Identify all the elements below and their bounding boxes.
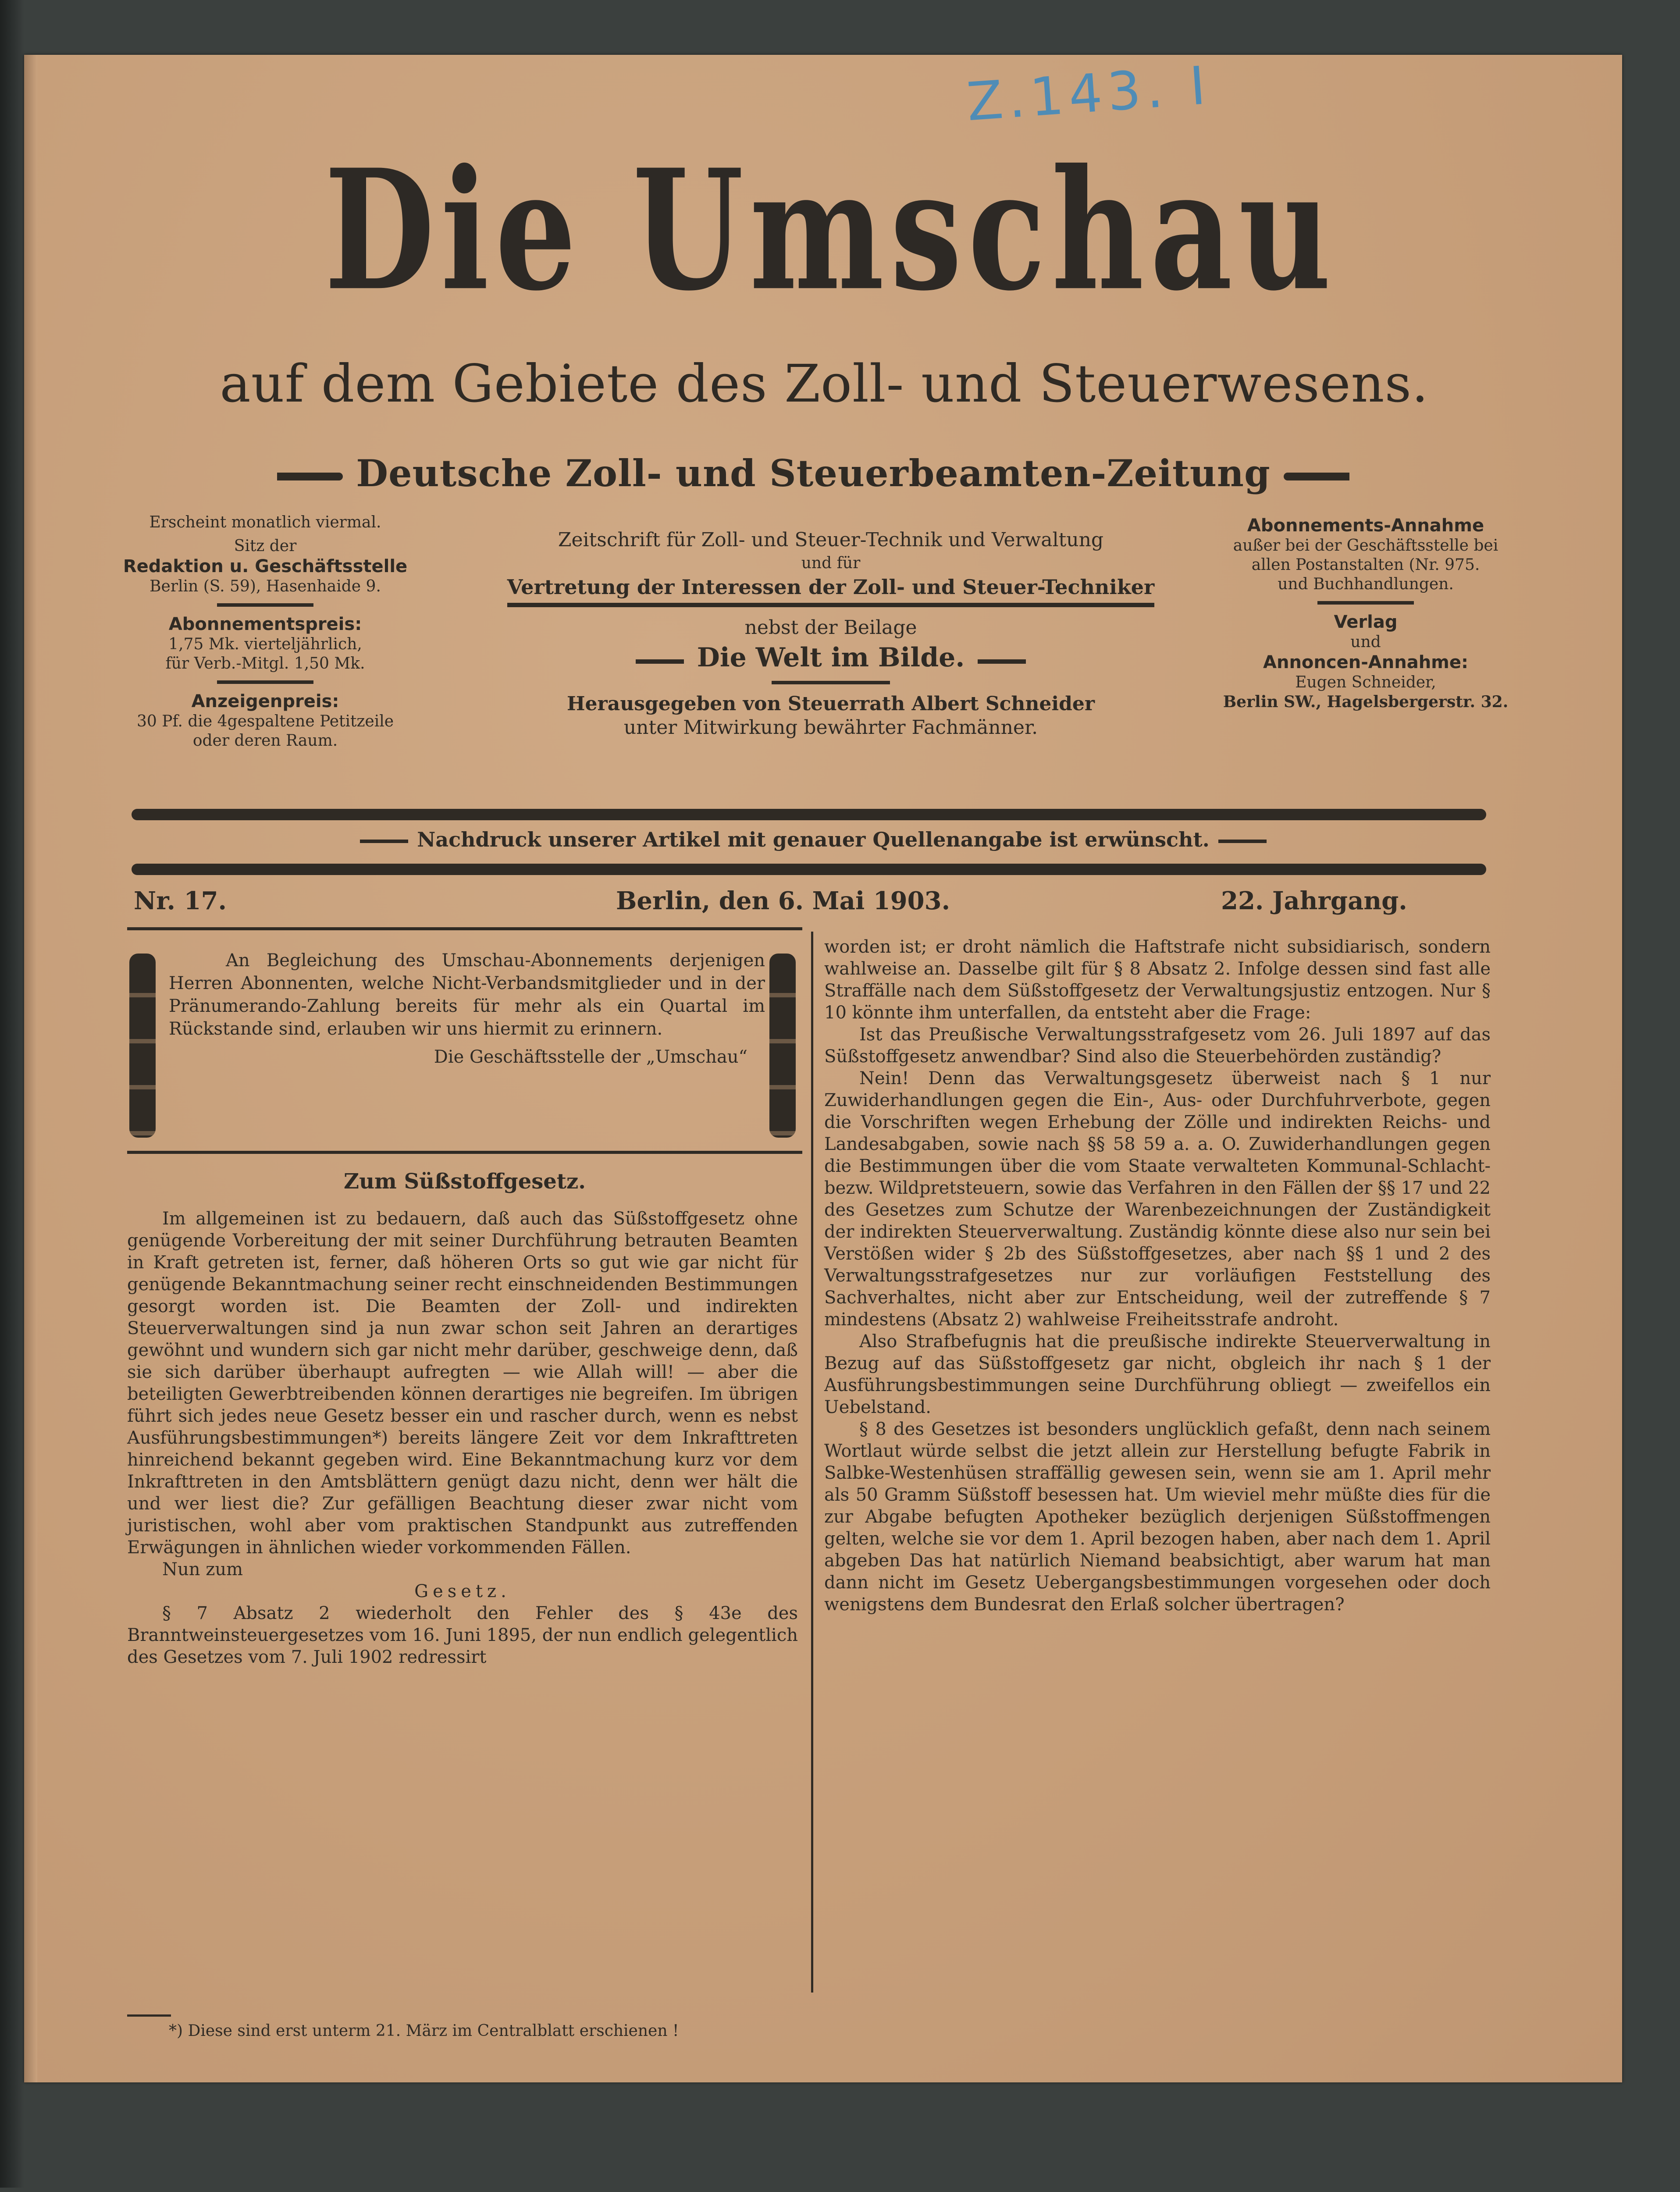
article-paragraph: Nein! Denn das Verwaltungsgesetz überweist nach § 1 nur Zuwiderhandlungen gegen die Ein-, Aus- oder Durchfuhrverbote, gegen die Vorschriften wegen Erhebung der Zölle und indirekten Reichs- und Landesabgaben, sowie nach §§ 58 59 a. a. O. Zuwiderhandlungen gegen die Bestimmungen über die vom Staate verwalteten Kommunal-Schlacht- bezw. Wildpretsteuern, sowie das Verfahren in den Fällen der §§ 17 und 22 des Gesetzes zum Schutze der Warenbezeichnungen der Zuständigkeit der indirekten Steuerverwaltung. Zuständig könnte diese also nur sein bei Verstößen wider § 2b des Süßstoffgesetzes, aber nach §§ 1 und 2 des Verwaltungsstrafgesetzes nur zur vorläufigen Feststellung des Sachverhaltes, nicht aber zur Entscheidung, weil der zutreffende § 7 mindestens (Absatz 2) wahlweise Freiheitsstrafe androht. — [824, 1068, 1491, 1330]
left-info-box — [90, 513, 441, 751]
gesetz-heading: Gesetz. — [414, 1581, 511, 1601]
ornament-border-right-icon — [769, 954, 796, 1138]
subscription-price-line: 1,75 Mk. vierteljährlich, — [168, 635, 362, 653]
flourish-right-icon — [1218, 840, 1267, 843]
banner-text: Deutsche Zoll- und Steuerbeamten-Zeitung — [356, 452, 1271, 495]
column-rule-left — [127, 927, 802, 930]
subscription-reminder-notice — [169, 949, 765, 1068]
article-paragraph: Ist das Preußische Verwaltungsstrafgesetz vom 26. Juli 1897 auf das Süßstoffgesetz anwendbar? Sind also die Steuerbehörden zuständig? — [824, 1025, 1491, 1067]
ad-price-line: 30 Pf. die 4gespaltene Petitzeile — [136, 712, 394, 730]
right-info-box — [1208, 515, 1523, 712]
book-binding — [0, 0, 24, 2188]
volume-year: 22. Jahrgang. — [1221, 886, 1407, 915]
article-paragraph: Nun zum — [162, 1559, 243, 1580]
article-paragraph: § 8 des Gesetzes ist besonders unglücklich gefaßt, denn nach seinem Wortlaut würde selbst die jetzt allein zur Herstellung befugte Fabrik in Salbke-Westenhüsen straffällig gewesen sein, wenn sie am 1. April mehr als 50 Gramm Süßstoff besessen hat. Um wieviel mehr müßte dies für die zur Abgabe befugten Apotheker bezüglich derjenigen Süßstoffmengen gelten, welche sie vor dem 1. April bezogen haben, aber nach dem 1. April abgeben Das hat natürlich Niemand beabsichtigt, aber warum hat man dann nicht im Gesetz Uebergangsbestimmungen vorgesehen oder doch wenigstens dem Bundesrat den Erlaß solcher übertragen? — [824, 1419, 1491, 1615]
masthead-title: Die Umschau — [324, 134, 1338, 327]
reprint-notice-text: Nachdruck unserer Artikel mit genauer Quellenangabe ist erwünscht. — [417, 828, 1210, 851]
library-shelfmark: Z.143. I — [965, 55, 1213, 133]
acceptance-line-1: außer bei der Geschäftsstelle bei — [1233, 537, 1498, 555]
und-label: und — [1350, 633, 1381, 651]
subscription-member-price: für Verb.-Mitgl. 1,50 Mk. — [165, 655, 365, 673]
article-column-right — [824, 936, 1491, 1616]
divider — [217, 680, 313, 684]
divider — [772, 681, 890, 684]
und-fuer: und für — [801, 554, 861, 572]
newspaper-page — [24, 55, 1622, 2082]
center-info-box — [463, 528, 1199, 740]
editorial-office: Redaktion u. Geschäftsstelle — [123, 556, 408, 576]
publisher-address: Berlin SW., Hagelsbergerstr. 32. — [1223, 693, 1509, 711]
article-column-left — [127, 1208, 798, 1668]
notice-bottom-rule — [127, 1151, 802, 1154]
divider — [1317, 601, 1414, 605]
flourish-left-icon — [277, 473, 343, 480]
flourish-right-icon — [1284, 473, 1349, 480]
divider — [217, 603, 313, 607]
article-paragraph: Im allgemeinen ist zu bedauern, daß auch das Süßstoffgesetz ohne genügende Vorbereitung der mit seiner Durchführung betrauten Beamten in Kraft getreten ist, ferner, daß höheren Orts so gut wie gar nicht für genügende Bekanntmachung seiner recht einschneidenden Bestimmungen gesorgt worden ist. Die Beamten der Zoll- und indirekten Steuerverwaltungen sind ja nun zwar schon seit Jahren an derartiges gewöhnt und wundern sich gar nicht mehr darüber, geschweige denn, daß sie sich darüber überhaupt aufregten — wie Allah will! — aber die beteiligten Gewerbtreibenden können derartiges nie begreifen. Im übrigen führt sich jedes neue Gesetz besser ein und rascher durch, wenn es nebst Ausführungsbestimmungen*) bereits längere Zeit vor dem Inkrafttreten hinreichend bekannt gegeben wird. Eine Bekanntmachung kurz vor dem Inkrafttreten in den Amtsblättern genügt dazu nicht, denn wer hält die und wer liest die? Zur gefälligen Beachtung dieser zwar nicht vom juristischen, wohl aber vom praktischen Standpunkt aus zutreffenden Erwägungen in ähnlichen wieder vorkommenden Fällen. — [127, 1209, 798, 1558]
editorial-address: Berlin (S. 59), Hasenhaide 9. — [149, 577, 381, 595]
ornament-border-left-icon — [129, 954, 156, 1138]
acceptance-line-2: allen Postanstalten (Nr. 975. — [1251, 556, 1480, 574]
issue-date: Berlin, den 6. Mai 1903. — [616, 886, 950, 915]
subscription-acceptance-title: Abonnements-Annahme — [1247, 516, 1484, 536]
acceptance-line-3: und Buchhandlungen. — [1278, 575, 1454, 593]
journal-description: Zeitschrift für Zoll- und Steuer-Technik und Verwaltung — [558, 529, 1104, 551]
cooperation-line: unter Mitwirkung bewährter Fachmänner. — [623, 716, 1038, 739]
notice-signature: Die Geschäftsstelle der „Umschau“ — [434, 1047, 747, 1067]
masthead-banner — [156, 452, 1471, 495]
publication-frequency: Erscheint monatlich viermal. — [149, 513, 381, 531]
reprint-notice — [156, 826, 1471, 853]
footnote: *) Diese sind erst unterm 21. März im Centralblatt erschienen ! — [169, 2022, 679, 2040]
seat-label: Sitz der — [234, 537, 297, 555]
article-paragraph: worden ist; er droht nämlich die Haftstrafe nicht subsidiarisch, sondern wahlweise an. Dasselbe gilt für § 8 Absatz 2. Infolge dessen sind fast alle Straffälle nach dem Süßstoffgesetz der Verwaltungsjustiz entzogen. Nur § 10 könnte ihm unterfallen, da entsteht aber die Frage: — [824, 937, 1491, 1023]
publisher-line: Herausgegeben von Steuerrath Albert Schneider — [566, 693, 1095, 715]
notice-text: An Begleichung des Umschau-Abonnements derjenigen Herren Abonnenten, welche Nicht-Verbandsmitglieder und in der Pränumerando-Zahlung bereits für mehr als ein Quartal im Rückstande sind, erlauben wir uns hiermit zu erinnern. — [169, 950, 765, 1039]
interest-representation: Vertretung der Interessen der Zoll- und Steuer-Techniker — [507, 575, 1154, 607]
publisher-name: Eugen Schneider, — [1295, 673, 1436, 691]
publisher-title: Verlag — [1334, 612, 1398, 632]
ad-price-line-2: oder deren Raum. — [192, 732, 338, 750]
masthead-subtitle: auf dem Gebiete des Zoll- und Steuerwesens. — [220, 353, 1429, 414]
issue-number: Nr. 17. — [134, 886, 227, 915]
supplement-label: nebst der Beilage — [744, 616, 917, 639]
subscription-price-title: Abonnementspreis: — [168, 614, 362, 634]
footnote-rule — [127, 2014, 171, 2017]
ad-price-title: Anzeigenpreis: — [191, 691, 339, 712]
ad-acceptance-title: Annoncen-Annahme: — [1263, 652, 1468, 673]
supplement-title: Die Welt im Bilde. — [697, 642, 965, 673]
article-paragraph: § 7 Absatz 2 wiederholt den Fehler des § 43e des Branntweinsteuergesetzes vom 16. Juni 1895, der nun endlich gelegentlich des Gesetzes vom 7. Juli 1902 redressirt — [127, 1603, 798, 1667]
article-title: Zum Süßstoffgesetz. — [344, 1169, 586, 1194]
thick-rule-bottom — [132, 864, 1486, 875]
column-divider — [811, 932, 813, 1993]
article-paragraph: Also Strafbefugnis hat die preußische indirekte Steuerverwaltung in Bezug auf das Süßstoffgesetz gar nicht, obgleich ihr nach § 1 der Ausführungsbestimmungen seine Durchführung obliegt — zweifellos ein Uebelstand. — [824, 1331, 1491, 1417]
flourish-left-icon — [360, 840, 408, 843]
thick-rule-top — [132, 809, 1486, 820]
flourish-left-icon — [636, 659, 684, 664]
flourish-right-icon — [978, 659, 1026, 664]
page-fold-shadow — [24, 55, 37, 2082]
